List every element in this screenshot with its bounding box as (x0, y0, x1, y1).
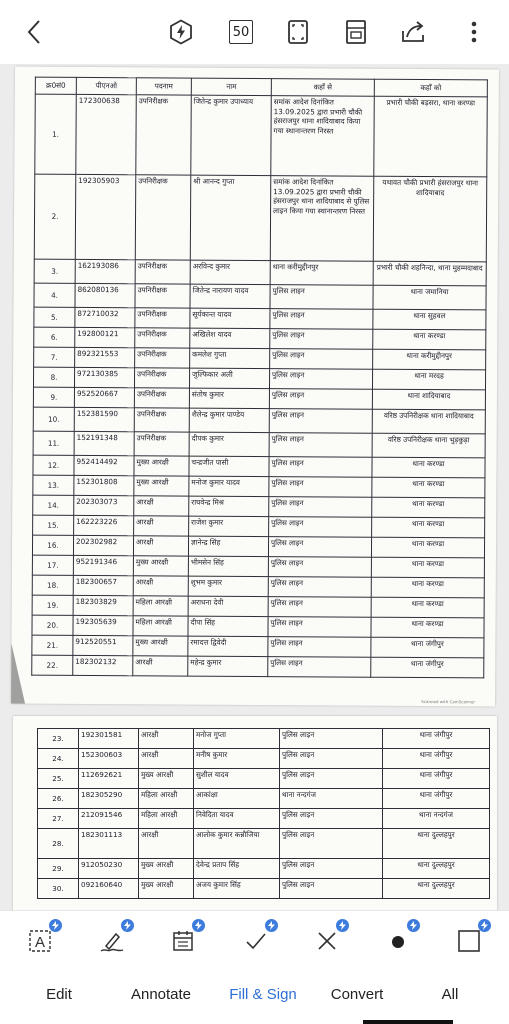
cell-name: शुभम कुमार (188, 576, 268, 596)
cell-serial: 9. (33, 387, 74, 407)
transfer-table-page-2 (37, 728, 490, 899)
cell-name: दीपा सिंह (188, 616, 268, 636)
cell-from: पुलिस लाइन (269, 477, 372, 498)
cell-designation: उपनिरीक्षक (135, 328, 190, 348)
fullscreen-icon[interactable] (282, 14, 314, 50)
table-row (34, 174, 487, 262)
scanner-watermark: Scanned with CamScanner (421, 699, 476, 705)
cell-pno: 152301808 (74, 475, 134, 495)
cell-to: थाना मरदह (372, 369, 485, 390)
cell-pno: 112692621 (79, 769, 139, 789)
table-body-page-1 (32, 94, 488, 678)
cell-designation: महिला आरक्षी (133, 616, 188, 636)
cell-serial: 22. (32, 655, 73, 675)
cell-from: पुलिस लाइन (268, 657, 371, 678)
cell-designation: मुख्य आरक्षी (134, 476, 189, 496)
cell-to: थाना करण्डा (371, 577, 484, 598)
cell-name: दीपक कुमार (189, 432, 269, 456)
table-body-page-2 (38, 729, 490, 899)
cell-to: थाना करीमुद्दीनपुर (373, 349, 486, 370)
cell-to: वरिष्ठ उपनिरीक्षक थाना शादियाबाद (372, 409, 485, 434)
cell-from: पुलिस लाइन (269, 517, 372, 538)
cell-name: चन्द्रजीत पासी (189, 456, 269, 476)
share-icon[interactable] (398, 14, 430, 50)
cell-name: मनोज कुमार यादव (189, 476, 269, 496)
cell-serial: 8. (33, 367, 74, 387)
cell-designation: महिला आरक्षी (139, 809, 194, 829)
lightning-icon[interactable] (165, 14, 197, 50)
cell-designation: आरक्षी (133, 656, 188, 676)
tab-annotate[interactable]: Annotate (130, 986, 192, 1003)
cell-from: पुलिस लाइन (280, 859, 383, 879)
table-row (38, 749, 490, 769)
lightning-badge-icon (407, 919, 420, 932)
cell-name: रमादत्त द्विवेदी (188, 636, 268, 656)
cell-from: पुलिस लाइन (268, 557, 371, 578)
cell-to: थाना करण्डा (371, 557, 484, 578)
cell-pno: 192800121 (75, 327, 135, 347)
cell-name: अखिलेश यादव (190, 328, 270, 348)
cell-name: कमलेश गुप्ता (190, 348, 270, 368)
table-row (34, 327, 486, 350)
cell-to: थाना करण्डा (371, 617, 484, 638)
document-page-1 (11, 67, 499, 707)
cell-pno: 872710032 (75, 307, 135, 327)
cell-designation: मुख्य आरक्षी (139, 859, 194, 879)
cell-name: भीमसेन सिंह (188, 556, 268, 576)
cell-serial: 20. (32, 615, 73, 635)
table-row (33, 367, 485, 390)
cross-icon (315, 929, 339, 953)
cell-serial: 29. (38, 859, 79, 879)
cell-to: थाना दुल्लहपुर (383, 829, 490, 859)
cell-to: वरिष्ठ उपनिरीक्षक थाना भुड़कुड़ा (372, 433, 485, 458)
cell-serial: 6. (34, 327, 75, 347)
cell-to: थाना जंगीपुर (371, 657, 484, 678)
cell-name: जितेन्द्र नारायण यादव (190, 284, 270, 308)
table-row (33, 515, 485, 538)
cell-from: पुलिस लाइन (268, 617, 371, 638)
signature-tool[interactable] (96, 925, 128, 957)
header-designation: पदनाम (136, 78, 191, 95)
more-vertical-icon[interactable] (458, 14, 490, 50)
lightning-badge-icon (265, 919, 278, 932)
cell-from: पुलिस लाइन (270, 349, 373, 370)
cell-name: शैलेन्द्र कुमार पाण्डेय (189, 408, 269, 432)
dot-tool[interactable] (382, 925, 414, 957)
cell-designation: मुख्य आरक्षी (133, 636, 188, 656)
bottom-tab-bar (0, 968, 509, 1024)
cell-pno: 182301113 (79, 829, 139, 859)
cell-to: थाना जंगीपुर (383, 729, 490, 749)
cell-designation: उपनिरीक्षक (134, 408, 189, 432)
cell-to: थाना जंगीपुर (383, 769, 490, 789)
header-serial: क्र0सं0 (35, 77, 76, 94)
transfer-table-page-1 (31, 77, 488, 679)
cell-to: थाना करण्डा (372, 477, 485, 498)
cell-name: महेन्द्र कुमार (188, 656, 268, 676)
cell-serial: 14. (33, 495, 74, 515)
active-tab-indicator (363, 1020, 453, 1024)
page-count-badge[interactable] (225, 14, 257, 50)
cell-serial: 11. (33, 431, 74, 455)
cell-serial: 28. (38, 829, 79, 859)
scan-shadow (11, 644, 25, 704)
lightning-badge-icon (121, 919, 134, 932)
table-row (38, 769, 490, 789)
cell-from: पुलिस लाइन (270, 285, 373, 310)
header-name: नाम (191, 78, 271, 95)
tab-edit[interactable]: Edit (46, 986, 72, 1003)
cell-pno: 202302982 (73, 535, 133, 555)
rectangle-icon (456, 928, 482, 954)
cell-pno: 162223226 (74, 515, 134, 535)
cell-to: थाना सुहवल (373, 309, 486, 330)
cell-serial: 24. (38, 749, 79, 769)
cell-from: पुलिस लाइन (268, 577, 371, 598)
table-row (33, 387, 485, 410)
fill-sign-toolbar (0, 910, 509, 968)
table-row (32, 555, 484, 578)
table-row (33, 475, 485, 498)
cell-to: प्रभारी चौकी बड़सरा, थाना करण्डा (374, 96, 487, 177)
cell-designation: आरक्षी (139, 829, 194, 859)
cell-designation: उपनिरीक्षक (135, 175, 191, 260)
table-row (32, 575, 484, 598)
cell-to: थाना करण्डा (372, 457, 485, 478)
header-to: कहाँ को (374, 79, 487, 97)
tab-fill-sign[interactable]: Fill & Sign (229, 986, 297, 1003)
cell-pno: 892321553 (75, 347, 135, 367)
lightning-badge-icon (336, 919, 349, 932)
cell-name: आलोक कुमार कन्नौजिया (194, 829, 280, 859)
tab-convert[interactable]: Convert (330, 986, 384, 1003)
cell-pno: 192305903 (75, 174, 136, 259)
cell-from: पुलिस लाइन (268, 637, 371, 658)
cell-name: राघवेन्द्र मिश्र (189, 496, 269, 516)
cell-pno: 202303073 (74, 495, 134, 515)
cell-pno: 152300603 (79, 749, 139, 769)
svg-text:A: A (34, 934, 46, 951)
cell-from: समांक आदेश दिनांकित 13.09.2025 द्वारा प्रभारी चौकी हंसराजपुर थाना शादियाबाद किया गया स्थानान्तरण निरस्त (271, 96, 374, 177)
cell-to: थाना नन्दगंज (383, 809, 490, 829)
cell-serial: 15. (33, 515, 74, 535)
cell-pno: 152381590 (74, 407, 134, 431)
cell-pno: 182303829 (73, 595, 133, 615)
cell-name: राजेश कुमार (189, 516, 269, 536)
cell-serial: 13. (33, 475, 74, 495)
lightning-badge-icon (478, 919, 491, 932)
cell-pno: 192305639 (73, 615, 133, 635)
cell-serial: 27. (38, 809, 79, 829)
cell-from: पुलिस लाइन (269, 457, 372, 478)
cell-pno: 212091546 (79, 809, 139, 829)
cell-serial: 12. (33, 455, 74, 475)
text-box-icon (28, 929, 52, 953)
cell-name: जुल्फिकार अली (189, 368, 269, 388)
checkmark-tool[interactable] (240, 925, 272, 957)
table-row (35, 94, 487, 177)
table-row (33, 455, 485, 478)
cell-to: थाना शादियाबाद (372, 389, 485, 410)
cell-name: जितेन्द्र कुमार उपाध्याय (191, 95, 271, 175)
cell-designation: आरक्षी (139, 729, 194, 749)
cell-designation: महिला आरक्षी (133, 596, 188, 616)
cell-designation: आरक्षी (133, 536, 188, 556)
cell-designation: आरक्षी (134, 496, 189, 516)
cell-from: पुलिस लाइन (280, 809, 383, 829)
cell-name: मनोज गुप्ता (194, 729, 280, 749)
cell-serial: 5. (34, 307, 75, 327)
table-row (32, 655, 484, 678)
cell-pno: 192301581 (79, 729, 139, 749)
cell-pno: 952414492 (74, 455, 134, 475)
cell-designation: आरक्षी (134, 516, 189, 536)
cell-pno: 182302132 (73, 655, 133, 675)
table-row (33, 431, 485, 458)
cell-pno: 182305290 (79, 789, 139, 809)
cell-pno: 912050230 (79, 859, 139, 879)
cell-to: थाना करण्डा (371, 537, 484, 558)
cell-from: पुलिस लाइन (280, 829, 383, 859)
cell-name: श्री आनन्द गुप्ता (190, 175, 271, 260)
cell-serial: 23. (38, 729, 79, 749)
cell-to: थाना जमानिया (373, 285, 486, 310)
cell-from: पुलिस लाइन (270, 309, 373, 330)
cell-serial: 4. (34, 283, 75, 307)
cell-name: अराधना देवी (188, 596, 268, 616)
table-row (32, 615, 484, 638)
text-box-tool[interactable] (24, 925, 56, 957)
cell-pno: 862080136 (75, 283, 135, 307)
cell-from: समांक आदेश दिनांकित 13.09.2025 द्वारा प्रभारी चौकी हंसराजपुर थाना शादियाबाद से पुलिस लाइन किया गया स्थानान्तरण निरस्त (270, 176, 374, 262)
cell-pno: 972130385 (74, 367, 134, 387)
cell-pno: 162193086 (75, 259, 135, 283)
cell-from: पुलिस लाइन (280, 749, 383, 769)
cell-pno: 172300638 (76, 94, 136, 174)
cell-designation: महिला आरक्षी (139, 789, 194, 809)
back-arrow-icon[interactable] (18, 14, 50, 50)
cell-to: थाना दुल्लहपुर (383, 859, 490, 879)
checkmark-icon (244, 929, 268, 953)
table-row (34, 259, 486, 286)
cell-designation: उपनिरीक्षक (134, 388, 189, 408)
cell-from: पुलिस लाइन (269, 409, 372, 434)
table-row (34, 307, 486, 330)
rectangle-tool[interactable] (453, 925, 485, 957)
cell-designation: आरक्षी (139, 749, 194, 769)
cell-to: यथावत चौकी प्रभारी हंसराजपुर थाना शादियाबाद (373, 176, 487, 262)
cell-designation: उपनिरीक्षक (134, 368, 189, 388)
cell-name: सुशील यादव (194, 769, 280, 789)
cell-from: पुलिस लाइन (268, 597, 371, 618)
cell-designation: मुख्य आरक्षी (134, 456, 189, 476)
cell-to: थाना जंगीपुर (383, 749, 490, 769)
cell-to: थाना जंगीपुर (371, 637, 484, 658)
cell-designation: उपनिरीक्षक (135, 308, 190, 328)
cell-from: पुलिस लाइन (280, 769, 383, 789)
cell-from: थाना नन्दगंज (280, 789, 383, 809)
tab-all[interactable]: All (441, 986, 459, 1003)
lightning-badge-icon (192, 919, 205, 932)
cell-serial: 1. (35, 94, 76, 174)
cell-serial: 3. (34, 259, 75, 283)
table-row (32, 595, 484, 618)
cell-from: पुलिस लाइन (280, 879, 383, 899)
table-row (38, 829, 490, 859)
cell-name: मनीष कुमार (194, 749, 280, 769)
dot-icon (386, 929, 410, 953)
cell-from: पुलिस लाइन (269, 433, 372, 458)
date-calendar-icon (171, 929, 195, 953)
table-row (34, 347, 486, 370)
cell-to: थाना करण्डा (372, 517, 485, 538)
lightning-badge-icon (49, 919, 62, 932)
cell-pno: 952191346 (73, 555, 133, 575)
cell-to: थाना दुल्लहपुर (383, 879, 490, 899)
cell-designation: उपनिरीक्षक (135, 260, 190, 284)
table-row (32, 535, 484, 558)
page-count: 50 (229, 20, 253, 44)
cell-from: पुलिस लाइन (268, 537, 371, 558)
cell-pno: 952520667 (74, 387, 134, 407)
header-from: कहाँ से (271, 79, 374, 97)
cell-serial: 10. (33, 407, 74, 431)
table-row (38, 789, 490, 809)
cell-name: सूर्यकान्त यादव (190, 308, 270, 328)
cell-from: पुलिस लाइन (270, 329, 373, 350)
cross-tool[interactable] (311, 925, 343, 957)
cell-pno: 182300657 (73, 575, 133, 595)
cell-to: थाना करण्डा (372, 497, 485, 518)
cell-name: आकांक्षा (194, 789, 280, 809)
cell-serial: 17. (32, 555, 73, 575)
cell-designation: मुख्य आरक्षी (133, 556, 188, 576)
cell-designation: आरक्षी (133, 576, 188, 596)
cell-serial: 25. (38, 769, 79, 789)
cell-name: निवेदिता यादव (194, 809, 280, 829)
table-row (33, 495, 485, 518)
cell-to: प्रभारी चौकी शहनिन्दा, थाना मुहम्मदाबाद (373, 261, 486, 286)
table-row (34, 283, 486, 310)
table-row (32, 635, 484, 658)
cell-name: अजय कुमार सिंह (194, 879, 280, 899)
cell-name: अरविन्द कुमार (190, 260, 270, 284)
table-row (38, 859, 490, 879)
document-viewer[interactable] (0, 64, 509, 910)
cell-to: थाना करण्डा (373, 329, 486, 350)
cell-serial: 21. (32, 635, 73, 655)
cell-name: देवेन्द्र प्रताप सिंह (194, 859, 280, 879)
cell-from: पुलिस लाइन (269, 369, 372, 390)
cell-serial: 18. (32, 575, 73, 595)
cell-designation: उपनिरीक्षक (134, 432, 189, 456)
document-page-2 (13, 716, 497, 910)
table-row (33, 407, 485, 434)
cell-to: थाना करण्डा (371, 597, 484, 618)
cell-serial: 16. (32, 535, 73, 555)
cell-serial: 7. (34, 347, 75, 367)
top-toolbar (0, 0, 509, 64)
header-pno: पीएनओ (76, 77, 136, 94)
cell-designation: उपनिरीक्षक (135, 284, 190, 308)
cell-serial: 19. (32, 595, 73, 615)
table-row (38, 729, 490, 749)
table-row (38, 809, 490, 829)
cell-from: पुलिस लाइन (269, 389, 372, 410)
cell-pno: 092160640 (79, 879, 139, 899)
cell-name: संतोष कुमार (189, 388, 269, 408)
cell-serial: 26. (38, 789, 79, 809)
cell-serial: 30. (38, 879, 79, 899)
cell-pno: 912520551 (73, 635, 133, 655)
layout-icon[interactable] (340, 14, 372, 50)
cell-from: पुलिस लाइन (280, 729, 383, 749)
table-row (38, 879, 490, 899)
cell-designation: मुख्य आरक्षी (139, 879, 194, 899)
cell-designation: मुख्य आरक्षी (139, 769, 194, 789)
cell-designation: उपनिरीक्षक (136, 95, 191, 175)
cell-serial: 2. (34, 174, 76, 259)
cell-from: थाना करीमुद्दीनपुर (270, 261, 373, 286)
cell-from: पुलिस लाइन (269, 497, 372, 518)
cell-pno: 152191348 (74, 431, 134, 455)
cell-designation: उपनिरीक्षक (135, 348, 190, 368)
cell-to: थाना जंगीपुर (383, 789, 490, 809)
signature-pen-icon (99, 928, 125, 954)
date-tool[interactable] (167, 925, 199, 957)
cell-name: ज्ञानेन्द्र सिंह (188, 536, 268, 556)
